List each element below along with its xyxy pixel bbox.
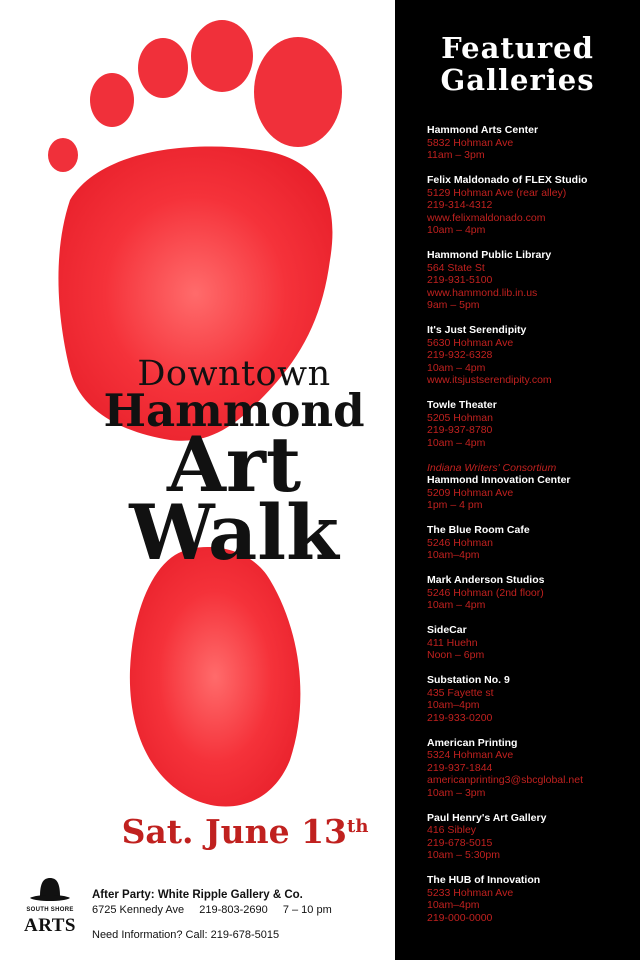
- event-date-text: Sat. June 13: [121, 812, 348, 851]
- gallery-detail: 5832 Hohman Ave: [427, 136, 514, 149]
- after-party-info: [92, 888, 392, 943]
- gallery-detail: 416 Sibley: [427, 824, 477, 836]
- gallery-detail: 9am – 5pm: [427, 299, 480, 311]
- gallery-detail: 10am – 4pm: [427, 361, 486, 374]
- gallery-detail: 219-931-5100: [427, 274, 493, 286]
- gallery-name: Hammond Innovation Center: [427, 474, 571, 486]
- gallery-name: The HUB of Innovation: [427, 874, 541, 886]
- gallery-entry: [427, 574, 637, 612]
- gallery-detail: 5246 Hohman: [427, 536, 493, 549]
- event-date-suffix: th: [347, 816, 369, 837]
- gallery-name: Towle Theater: [427, 399, 497, 411]
- gallery-detail: 219-933-0200: [427, 711, 493, 724]
- gallery-entry: [427, 812, 637, 862]
- gallery-detail: 5246 Hohman (2nd floor): [427, 586, 544, 599]
- gallery-detail: 5129 Hohman Ave (rear alley): [427, 186, 567, 199]
- gallery-detail: 5233 Hohman Ave: [427, 886, 514, 899]
- gallery-detail: 5324 Hohman Ave: [427, 749, 514, 761]
- gallery-name: SideCar: [427, 624, 467, 636]
- gallery-detail: 219-314-4312: [427, 199, 493, 211]
- gallery-name: Hammond Public Library: [427, 249, 552, 261]
- after-party-details: [92, 903, 392, 918]
- gallery-detail: www.hammond.lib.in.us: [427, 286, 538, 299]
- gallery-entry: [427, 462, 637, 512]
- gallery-entry: [427, 124, 637, 162]
- gallery-detail: www.itsjustserendipity.com: [427, 374, 552, 386]
- gallery-detail: 10am – 3pm: [427, 786, 486, 799]
- gallery-list: [427, 124, 637, 937]
- heading-line1: Featured: [441, 31, 594, 65]
- gallery-entry: [427, 674, 637, 724]
- gallery-detail: 10am–4pm: [427, 549, 480, 561]
- event-date: [95, 812, 395, 851]
- gallery-name: Mark Anderson Studios: [427, 574, 545, 586]
- gallery-detail: 411 Huehn: [427, 636, 478, 649]
- gallery-detail: 219-937-1844: [427, 761, 493, 774]
- gallery-detail: Noon – 6pm: [427, 649, 485, 661]
- logo-text-line2: ARTS: [23, 915, 76, 936]
- gallery-detail: 11am – 3pm: [427, 149, 485, 161]
- gallery-entry: [427, 399, 637, 449]
- gallery-detail: 1pm – 4 pm: [427, 499, 483, 511]
- footprint-heel: [130, 547, 301, 806]
- gallery-detail: 435 Fayette st: [427, 686, 494, 699]
- gallery-detail: 10am – 4pm: [427, 224, 486, 236]
- gallery-detail: 10am – 4pm: [427, 436, 486, 449]
- gallery-detail: www.felixmaldonado.com: [427, 211, 546, 224]
- after-party-label: After Party: White Ripple Gallery & Co.: [92, 889, 303, 901]
- gallery-detail: americanprinting3@sbcglobal.net: [427, 774, 583, 786]
- after-party-address: 6725 Kennedy Ave: [92, 904, 185, 916]
- gallery-detail: 219-937-8780: [427, 424, 493, 436]
- gallery-detail: 10am–4pm: [427, 699, 480, 711]
- gallery-entry: [427, 174, 637, 237]
- title-hammond: Hammond: [103, 384, 365, 437]
- gallery-detail: 10am – 5:30pm: [427, 849, 500, 861]
- gallery-detail: 219-000-0000: [427, 911, 493, 924]
- information-line: Need Information? Call: 219-678-5015: [92, 929, 280, 941]
- gallery-name: Hammond Arts Center: [427, 124, 539, 136]
- gallery-entry: [427, 624, 637, 662]
- gallery-entry: [427, 324, 637, 387]
- gallery-detail: 219-932-6328: [427, 349, 493, 361]
- gallery-detail: 10am–4pm: [427, 899, 480, 911]
- title-downtown: Downtown: [137, 354, 331, 394]
- gallery-detail: 5205 Hohman: [427, 411, 493, 424]
- gallery-entry: [427, 874, 637, 924]
- featured-galleries-heading: [395, 32, 640, 96]
- bowler-hat-icon: [28, 876, 72, 904]
- gallery-name: The Blue Room Cafe: [427, 524, 530, 536]
- title-art: Art: [166, 420, 302, 509]
- gallery-name: Paul Henry's Art Gallery: [427, 811, 547, 824]
- gallery-entry: [427, 524, 637, 562]
- logo-text-line1: SOUTH SHORE: [26, 907, 74, 913]
- gallery-detail: 564 State St: [427, 261, 485, 274]
- gallery-detail: 219-678-5015: [427, 836, 493, 849]
- gallery-name: Felix Maldonado of FLEX Studio: [427, 174, 588, 186]
- gallery-name: It's Just Serendipity: [427, 324, 527, 336]
- gallery-detail: 10am – 4pm: [427, 599, 486, 611]
- gallery-entry: [427, 737, 637, 800]
- featured-galleries-panel: [395, 0, 640, 960]
- south-shore-arts-logo: [22, 876, 78, 946]
- gallery-entry: [427, 249, 637, 312]
- title-walk: Walk: [129, 488, 339, 577]
- gallery-detail: 5630 Hohman Ave: [427, 336, 514, 349]
- gallery-presenter: Indiana Writers' Consortium: [427, 461, 557, 474]
- heading-line2: Galleries: [440, 63, 595, 97]
- gallery-name: Substation No. 9: [427, 674, 510, 686]
- gallery-detail: 5209 Hohman Ave: [427, 486, 514, 499]
- after-party-phone: 219-803-2690: [199, 904, 268, 916]
- after-party-time: 7 – 10 pm: [282, 904, 332, 916]
- gallery-name: American Printing: [427, 736, 518, 749]
